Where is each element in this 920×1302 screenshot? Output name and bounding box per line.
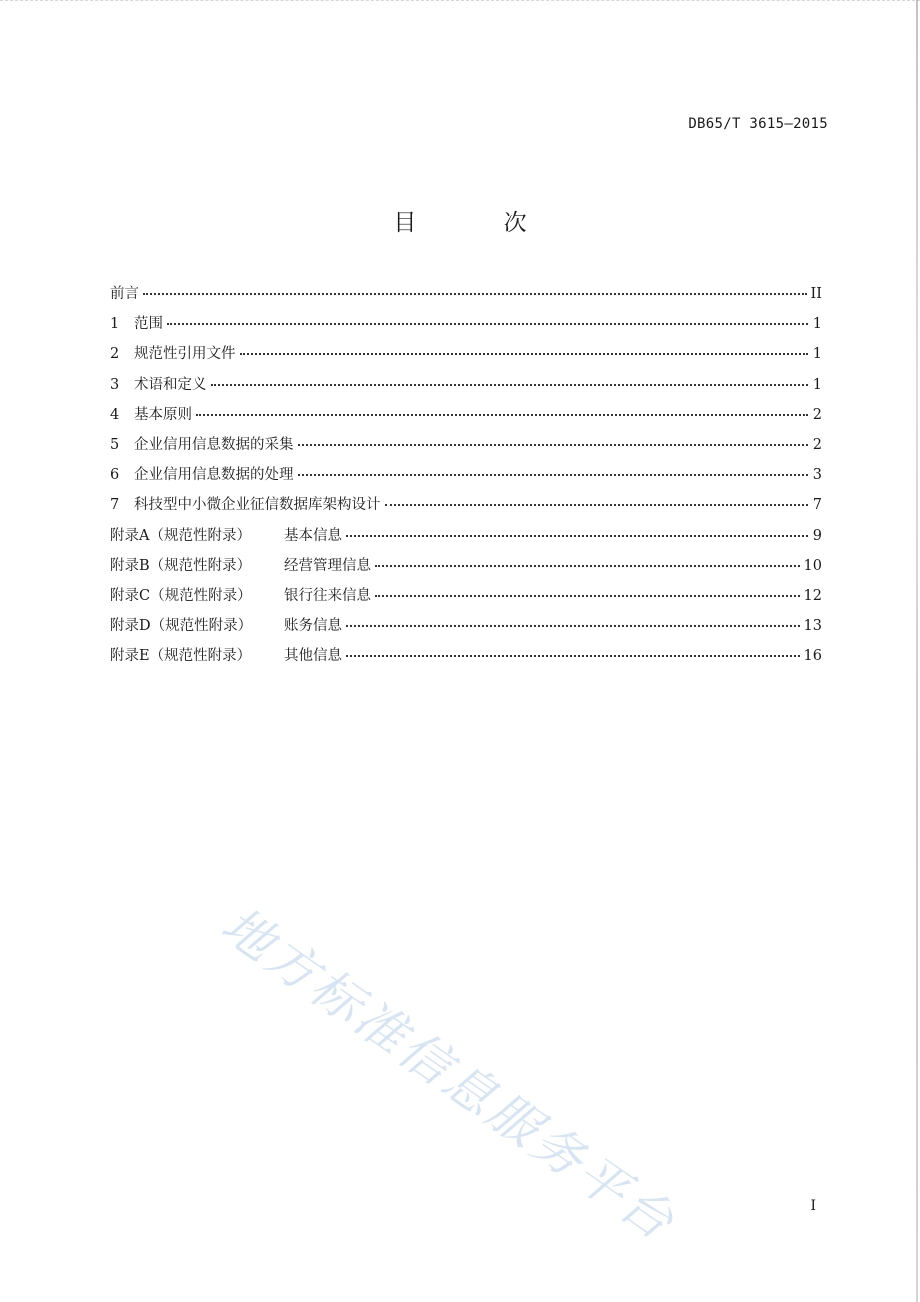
table-of-contents bbox=[110, 282, 822, 674]
toc-entry-label: 企业信用信息数据的处理 bbox=[134, 467, 294, 484]
dot-leader bbox=[196, 413, 808, 416]
toc-entry[interactable] bbox=[110, 493, 822, 523]
toc-entry-page: 7 bbox=[812, 497, 822, 514]
annex-prefix: 附录E（规范性附录） bbox=[110, 648, 252, 665]
toc-entry-page: 1 bbox=[812, 316, 822, 333]
toc-entry-page: 2 bbox=[812, 436, 822, 453]
toc-entry-page: 2 bbox=[812, 406, 822, 423]
annex-prefix: 附录B（规范性附录） bbox=[110, 557, 252, 574]
toc-entry-label: 基本原则 bbox=[134, 406, 192, 423]
annex-prefix: 附录D（规范性附录） bbox=[110, 618, 253, 635]
dot-leader bbox=[298, 473, 809, 476]
toc-entry-number: 3 bbox=[110, 376, 120, 393]
scan-right-edge bbox=[916, 0, 918, 1302]
toc-entry-number: 2 bbox=[110, 346, 120, 363]
annex-prefix: 附录C（规范性附录） bbox=[110, 587, 252, 604]
toc-entry[interactable] bbox=[110, 342, 822, 372]
toc-entry-number: 5 bbox=[110, 436, 120, 453]
toc-entry[interactable] bbox=[110, 463, 822, 493]
dot-leader bbox=[143, 292, 807, 295]
toc-entry[interactable] bbox=[110, 373, 822, 403]
toc-entry-label: 前言 bbox=[110, 286, 139, 302]
toc-entry-label: 基本信息 bbox=[284, 527, 342, 544]
page-number: I bbox=[810, 1198, 816, 1214]
toc-entry-label: 经营管理信息 bbox=[284, 557, 371, 574]
dot-leader bbox=[346, 654, 800, 657]
toc-entry-number: 6 bbox=[110, 467, 120, 484]
dot-leader bbox=[167, 322, 808, 325]
toc-entry-page: 1 bbox=[812, 376, 822, 393]
document-code: DB65/T 3615—2015 bbox=[688, 116, 828, 132]
toc-entry[interactable] bbox=[110, 282, 822, 312]
toc-entry-page: 9 bbox=[812, 527, 822, 544]
toc-entry-annex[interactable] bbox=[110, 554, 822, 584]
dot-leader bbox=[346, 534, 808, 537]
toc-entry-label: 术语和定义 bbox=[134, 376, 207, 393]
toc-entry-number: 7 bbox=[110, 497, 120, 514]
toc-entry[interactable] bbox=[110, 312, 822, 342]
toc-entry-page: 1 bbox=[812, 346, 822, 363]
toc-entry-label: 规范性引用文件 bbox=[134, 346, 236, 363]
toc-entry-label: 科技型中小微企业征信数据库架构设计 bbox=[134, 497, 381, 514]
toc-entry-page: 3 bbox=[812, 467, 822, 484]
toc-entry-number: 4 bbox=[110, 406, 120, 423]
dot-leader bbox=[298, 443, 809, 446]
dot-leader bbox=[346, 624, 800, 627]
toc-entry-annex[interactable] bbox=[110, 584, 822, 614]
toc-entry-page: 10 bbox=[803, 557, 822, 574]
toc-entry-label: 范围 bbox=[134, 316, 163, 333]
toc-entry-label: 账务信息 bbox=[284, 618, 342, 635]
toc-entry-annex[interactable] bbox=[110, 614, 822, 644]
toc-entry-annex[interactable] bbox=[110, 644, 822, 674]
toc-entry-label: 其他信息 bbox=[284, 648, 342, 665]
toc-entry-label: 银行往来信息 bbox=[284, 587, 371, 604]
toc-entry-page: 16 bbox=[803, 648, 822, 665]
toc-entry[interactable] bbox=[110, 433, 822, 463]
dot-leader bbox=[375, 594, 800, 597]
dot-leader bbox=[211, 383, 809, 386]
toc-entry-annex[interactable] bbox=[110, 524, 822, 554]
toc-entry-page: 12 bbox=[803, 587, 822, 604]
toc-entry-number: 1 bbox=[110, 316, 120, 333]
annex-prefix: 附录A（规范性附录） bbox=[110, 527, 251, 544]
dot-leader bbox=[375, 564, 800, 567]
toc-entry-label: 企业信用信息数据的采集 bbox=[134, 436, 294, 453]
dot-leader bbox=[240, 352, 809, 355]
watermark: 地方标准信息服务平台 bbox=[211, 895, 687, 1253]
page-title: 目 次 bbox=[393, 210, 567, 236]
dot-leader bbox=[385, 503, 809, 506]
scan-top-edge bbox=[0, 0, 920, 4]
toc-entry-page: II bbox=[810, 286, 822, 302]
toc-entry-page: 13 bbox=[803, 618, 822, 635]
toc-entry[interactable] bbox=[110, 403, 822, 433]
